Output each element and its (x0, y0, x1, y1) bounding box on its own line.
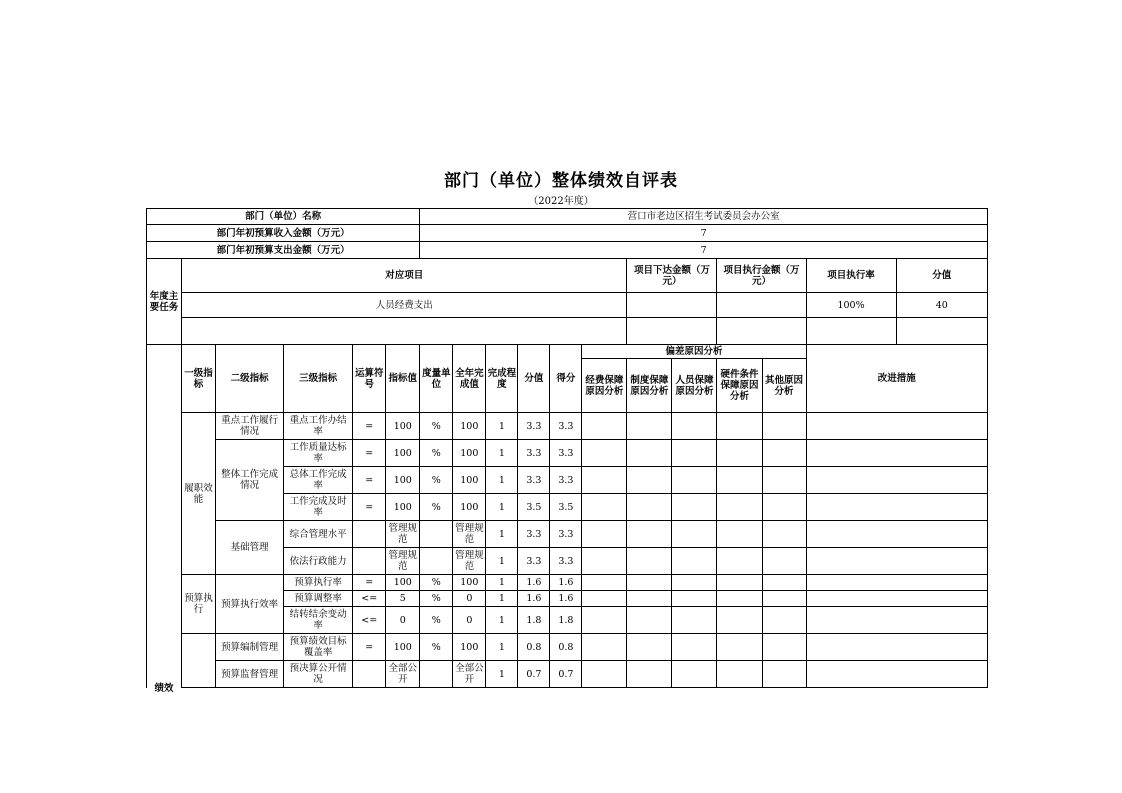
op-cell: <= (353, 607, 386, 634)
income-label: 部门年初预算收入金额（万元） (147, 225, 420, 242)
col-header-issued: 项目下达金额（万元） (627, 259, 717, 293)
unit-cell: % (420, 440, 453, 467)
col-header-dev-staff: 人员保障原因分析 (672, 359, 717, 413)
target-cell: 100 (386, 467, 420, 494)
value-cell: 3.3 (518, 413, 550, 440)
op-cell (353, 548, 386, 575)
degree-cell: 1 (486, 591, 518, 607)
score-cell: 3.3 (550, 548, 582, 575)
expense-value: 7 (420, 242, 988, 259)
actual-cell: 100 (453, 494, 486, 521)
table-row (147, 575, 988, 591)
lvl1-cell-empty (182, 634, 216, 688)
col-header-actual: 全年完成值 (453, 345, 486, 413)
value-cell: 1.6 (518, 575, 550, 591)
actual-cell: 0 (453, 591, 486, 607)
target-cell: 100 (386, 413, 420, 440)
lvl3-cell: 重点工作办结率 (284, 413, 353, 440)
task-score-value: 40 (935, 299, 948, 311)
unit-cell: % (420, 575, 453, 591)
col-header-lvl1: 一级指标 (182, 345, 216, 413)
degree-cell: 1 (486, 607, 518, 634)
unit-cell: % (420, 494, 453, 521)
value-cell: 3.3 (518, 440, 550, 467)
score-cell: 3.3 (550, 521, 582, 548)
score-cell: 1.6 (550, 591, 582, 607)
actual-cell: 0 (453, 607, 486, 634)
col-header-score: 得分 (550, 345, 582, 413)
col-header-op: 运算符号 (353, 345, 386, 413)
task-item: 人员经费支出 (182, 293, 627, 318)
annual-tasks-label: 年度主要任务 (147, 259, 182, 345)
col-header-exec-rate: 项目执行率 (807, 259, 897, 292)
value-cell: 3.5 (518, 494, 550, 521)
page-title: 部门（单位）整体绩效自评表 (444, 171, 678, 191)
task-exec-rate: 100% (807, 293, 897, 317)
lvl3-cell: 综合管理水平 (284, 521, 353, 548)
value-cell: 1.8 (518, 607, 550, 634)
col-header-unit: 度量单位 (420, 345, 453, 413)
col-header-target: 指标值 (386, 345, 420, 413)
value-cell: 3.3 (518, 548, 550, 575)
col-header-deviation: 偏差原因分析 (582, 345, 806, 359)
score-cell: 3.3 (550, 467, 582, 494)
degree-cell: 1 (486, 661, 518, 688)
value-cell: 0.8 (518, 634, 550, 661)
value-cell: 1.6 (518, 591, 550, 607)
lvl3-cell: 结转结余变动率 (284, 607, 353, 634)
unit-cell: % (420, 591, 453, 607)
table-row (147, 634, 988, 661)
target-cell: 0 (386, 607, 420, 634)
target-cell: 100 (386, 575, 420, 591)
degree-cell: 1 (486, 575, 518, 591)
value-cell: 3.3 (518, 521, 550, 548)
lvl2-cell: 重点工作履行情况 (216, 413, 284, 440)
score-cell: 3.3 (550, 440, 582, 467)
task-issued-empty (627, 318, 717, 345)
task-exec-rate-empty (807, 318, 897, 344)
degree-cell: 1 (486, 548, 518, 575)
evaluation-table (146, 208, 988, 694)
op-cell: = (353, 575, 386, 591)
op-cell: = (353, 494, 386, 521)
actual-cell: 100 (453, 467, 486, 494)
degree-cell: 1 (486, 521, 518, 548)
unit-cell (420, 661, 453, 688)
lvl3-cell: 预决算公开情况 (284, 661, 353, 688)
degree-cell: 1 (486, 467, 518, 494)
lvl3-cell: 工作质量达标率 (284, 440, 353, 467)
target-cell: 100 (386, 440, 420, 467)
op-cell (353, 521, 386, 548)
actual-cell: 全部公开 (453, 661, 486, 688)
score-cell: 0.8 (550, 634, 582, 661)
unit-cell: % (420, 413, 453, 440)
lvl3-cell: 预算调整率 (284, 591, 353, 607)
degree-cell: 1 (486, 413, 518, 440)
lvl2-cell: 预算编制管理 (216, 634, 284, 661)
target-cell: 5 (386, 591, 420, 607)
actual-cell: 100 (453, 634, 486, 661)
degree-cell: 1 (486, 494, 518, 521)
col-header-score-value: 分值 (932, 270, 952, 281)
task-item-empty (182, 318, 627, 345)
col-header-item: 对应项目 (182, 259, 627, 293)
lvl2-cell: 预算监督管理 (216, 661, 284, 688)
task-rate-wrap-empty (806, 318, 987, 345)
lvl3-cell: 预算绩效目标覆盖率 (284, 634, 353, 661)
score-cell: 3.3 (550, 413, 582, 440)
actual-cell: 100 (453, 440, 486, 467)
unit-cell (420, 521, 453, 548)
lvl1-cell: 履职效能 (182, 413, 216, 575)
unit-cell: % (420, 607, 453, 634)
perf-section-label: 绩效 (147, 345, 182, 688)
task-exec-amount-empty (717, 318, 806, 345)
col-header-degree: 完成程度 (486, 345, 518, 413)
task-rate-wrap (806, 293, 987, 318)
op-cell: <= (353, 591, 386, 607)
target-cell: 管理规范 (386, 521, 420, 548)
expense-label: 部门年初预算支出金额（万元） (147, 242, 420, 259)
target-cell: 管理规范 (386, 548, 420, 575)
lvl3-cell: 工作完成及时率 (284, 494, 353, 521)
task-issued (627, 293, 717, 318)
target-cell: 100 (386, 634, 420, 661)
actual-cell: 100 (453, 413, 486, 440)
value-cell: 0.7 (518, 661, 550, 688)
lvl1-cell: 预算执行 (182, 575, 216, 634)
col-header-lvl3: 三级指标 (284, 345, 353, 413)
op-cell: = (353, 634, 386, 661)
table-row (147, 413, 988, 440)
col-header-dev-other: 其他原因分析 (762, 359, 806, 413)
lvl3-cell: 总体工作完成率 (284, 467, 353, 494)
col-header-dev-funding: 经费保障原因分析 (582, 359, 627, 413)
unit-cell: % (420, 467, 453, 494)
dept-name-value: 营口市老边区招生考试委员会办公室 (420, 209, 988, 225)
col-header-value: 分值 (518, 345, 550, 413)
dept-name-label: 部门（单位）名称 (147, 209, 420, 225)
task-exec-amount (717, 293, 806, 318)
actual-cell: 管理规范 (453, 521, 486, 548)
task-score-value-empty (897, 318, 987, 344)
degree-cell: 1 (486, 634, 518, 661)
op-cell: = (353, 440, 386, 467)
col-header-dev-system: 制度保障原因分析 (627, 359, 672, 413)
table-row (147, 661, 988, 688)
col-header-exec-rate-wrap (806, 259, 987, 293)
score-cell: 3.5 (550, 494, 582, 521)
op-cell: = (353, 413, 386, 440)
col-header-exec-amount: 项目执行金额（万元） (717, 259, 806, 293)
score-cell: 0.7 (550, 661, 582, 688)
score-cell: 1.8 (550, 607, 582, 634)
value-cell: 3.3 (518, 467, 550, 494)
score-cell: 1.6 (550, 575, 582, 591)
table-row (147, 440, 988, 467)
lvl3-cell: 预算执行率 (284, 575, 353, 591)
actual-cell: 管理规范 (453, 548, 486, 575)
evaluation-sheet (146, 208, 988, 694)
actual-cell: 100 (453, 575, 486, 591)
target-cell: 100 (386, 494, 420, 521)
lvl2-cell: 整体工作完成情况 (216, 440, 284, 521)
lvl2-cell: 基础管理 (216, 521, 284, 575)
table-row (147, 521, 988, 548)
op-cell (353, 661, 386, 688)
col-header-improve: 改进措施 (806, 345, 987, 413)
page-subtitle: （2022年度） (528, 196, 594, 207)
lvl3-cell: 依法行政能力 (284, 548, 353, 575)
op-cell: = (353, 467, 386, 494)
lvl2-cell: 预算执行效率 (216, 575, 284, 634)
unit-cell (420, 548, 453, 575)
target-cell: 全部公开 (386, 661, 420, 688)
degree-cell: 1 (486, 440, 518, 467)
col-header-dev-hardware: 硬件条件保障原因分析 (717, 359, 762, 413)
col-header-lvl2: 二级指标 (216, 345, 284, 413)
income-value: 7 (420, 225, 988, 242)
unit-cell: % (420, 634, 453, 661)
